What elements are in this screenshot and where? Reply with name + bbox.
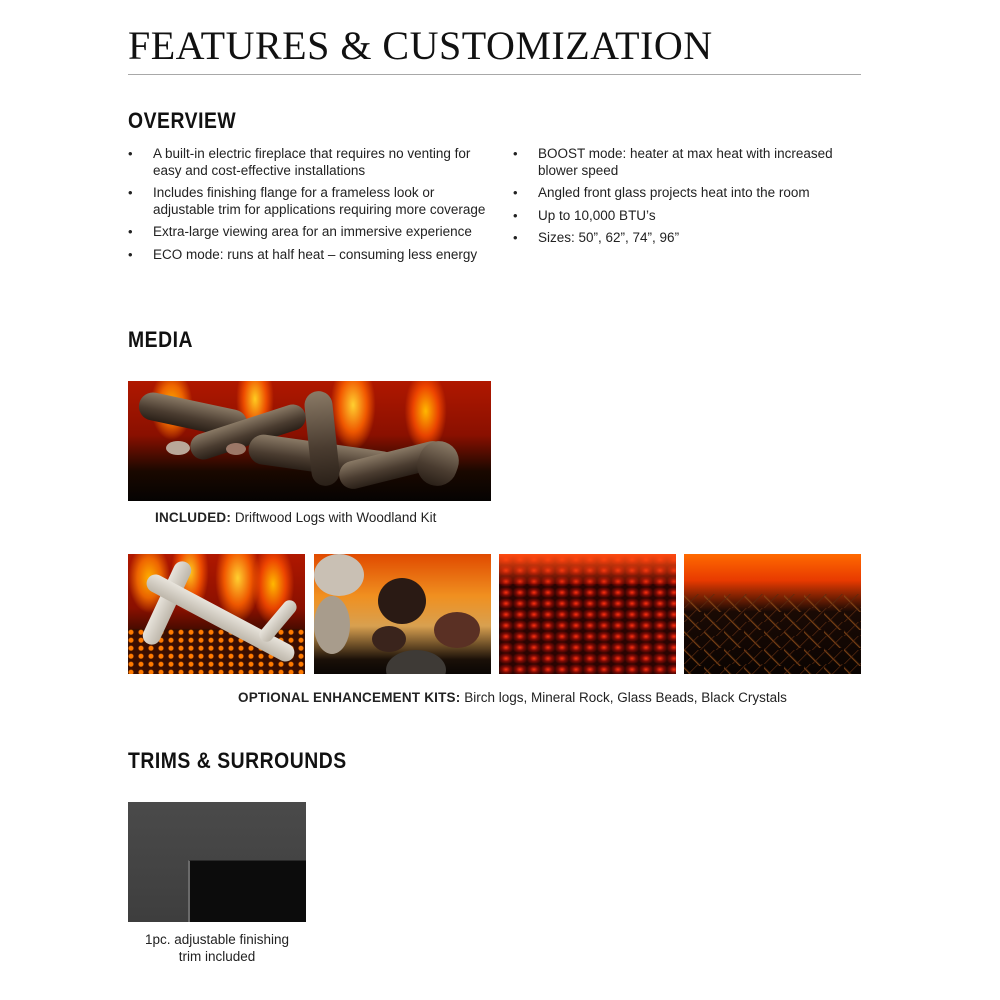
kit-image-glass-beads <box>499 554 676 674</box>
page-title: FEATURES & CUSTOMIZATION <box>128 23 713 68</box>
driftwood-logs-image <box>128 381 491 501</box>
kit-image-mineral-rock <box>314 554 491 674</box>
kit-image-birch-logs <box>128 554 305 674</box>
list-item: • Angled front glass projects heat into the room <box>513 185 853 202</box>
list-item: • ECO mode: runs at half heat – consuming less energy <box>128 247 488 264</box>
finishing-trim-image <box>128 802 306 922</box>
optional-kits-caption <box>238 690 787 705</box>
media-heading: MEDIA <box>128 327 194 352</box>
optional-text: Birch logs, Mineral Rock, Glass Beads, Black Crystals <box>464 690 787 705</box>
list-item: • Up to 10,000 BTU’s <box>513 208 853 225</box>
list-item: • Extra-large viewing area for an immersive experience <box>128 224 488 241</box>
overview-heading: OVERVIEW <box>128 108 237 133</box>
trims-heading: TRIMS & SURROUNDS <box>128 748 347 773</box>
included-caption <box>155 510 436 525</box>
list-item: • A built-in electric fireplace that requires no venting for easy and cost-effective installations <box>128 146 488 179</box>
list-item: • BOOST mode: heater at max heat with increased blower speed <box>513 146 853 179</box>
kit-image-black-crystals <box>684 554 861 674</box>
trim-caption: 1pc. adjustable finishing trim included <box>144 932 290 964</box>
overview-list-right <box>513 146 853 253</box>
overview-list-left <box>128 146 488 269</box>
optional-label: OPTIONAL ENHANCEMENT KITS: <box>238 690 461 705</box>
list-item: • Includes finishing flange for a frameless look or adjustable trim for applications requiring more coverage <box>128 185 488 218</box>
included-label: INCLUDED: <box>155 510 232 525</box>
included-text: Driftwood Logs with Woodland Kit <box>234 510 437 525</box>
title-divider <box>128 74 861 75</box>
list-item: • Sizes: 50”, 62”, 74”, 96” <box>513 230 853 247</box>
